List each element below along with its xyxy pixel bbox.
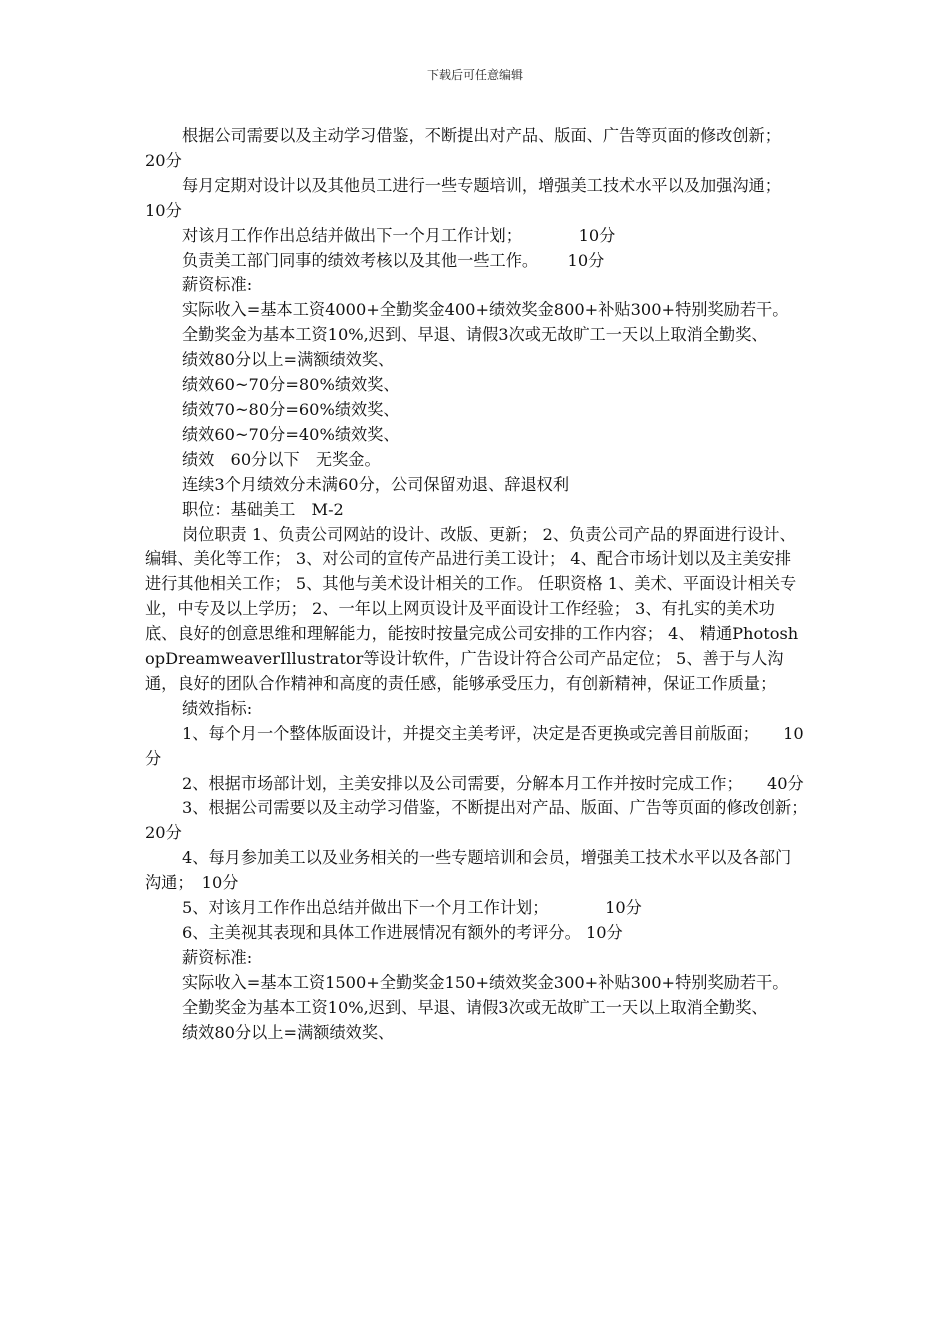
- paragraph: 全勤奖金为基本工资10%,迟到、早退、请假3次或无故旷工一天以上取消全勤奖、: [182, 997, 768, 1017]
- paragraph: 绩效60~70分=40%绩效奖、: [182, 424, 400, 444]
- paragraph: 实际收入=基本工资1500+全勤奖金150+绩效奖金300+补贴300+特别奖励若干。: [182, 972, 789, 992]
- paragraph: 3、根据公司需要以及主动学习借鉴，不断提出对产品、版面、广告等页面的修改创新； 20分: [145, 798, 848, 843]
- paragraph: 连续3个月绩效分未满60分，公司保留劝退、辞退权利: [182, 474, 570, 494]
- paragraph: 绩效 60分以下 无奖金。: [182, 449, 381, 469]
- paragraph: 5、对该月工作作出总结并做出下一个月工作计划； 10分: [182, 898, 642, 918]
- document-body: [145, 124, 848, 1046]
- paragraph: 绩效70~80分=60%绩效奖、: [182, 399, 400, 419]
- paragraph: 实际收入=基本工资4000+全勤奖金400+绩效奖金800+补贴300+特别奖励若干。: [182, 300, 789, 320]
- paragraph: 岗位职责 1、负责公司网站的设计、改版、更新； 2、负责公司产品的界面进行设计、编辑、美化等工作； 3、对公司的宣传产品进行美工设计； 4、配合市场计划以及主美安排进行其他相关工作； 5、其他与美术设计相关的工作。 任职资格 1、美术、平面设计相关专业，中专及以上学历； 2、一年以上网页设计及平面设计工作经验； 3、有扎实的美术功底、良好的创意思维和理解能力，能按时按量完成公司安排的工作内容； 4、 精通PhotoshopDreamweaverIllustrator等设计软件，广告设计符合公司产品定位； 5、善于与人沟通，良好的团队合作精神和高度的责任感，能够承受压力，有创新精神，保证工作质量；: [145, 524, 799, 693]
- paragraph: 绩效80分以上=满额绩效奖、: [182, 350, 395, 370]
- paragraph: 1、每个月一个整体版面设计，并提交主美考评，决定是否更换或完善目前版面； 10分: [145, 723, 804, 768]
- paragraph: 4、每月参加美工以及业务相关的一些专题培训和会员，增强美工技术水平以及各部门沟通； 10分: [145, 848, 792, 893]
- paragraph: 根据公司需要以及主动学习借鉴，不断提出对产品、版面、广告等页面的修改创新； 20分: [145, 126, 822, 170]
- paragraph: 6、主美视其表现和具体工作进展情况有额外的考评分。 10分: [182, 923, 623, 942]
- section-heading: 薪资标准:: [182, 947, 253, 967]
- paragraph: 每月定期对设计以及其他员工进行一些专题培训，增强美工技术水平以及加强沟通； 10分: [145, 175, 822, 220]
- paragraph: 对该月工作作出总结并做出下一个月工作计划； 10分: [182, 225, 616, 245]
- section-heading: 绩效指标:: [182, 698, 253, 718]
- paragraph: 全勤奖金为基本工资10%,迟到、早退、请假3次或无故旷工一天以上取消全勤奖、: [182, 325, 768, 345]
- section-heading: 薪资标准:: [182, 275, 253, 295]
- paragraph: 绩效60~70分=80%绩效奖、: [182, 375, 400, 395]
- paragraph: 负责美工部门同事的绩效考核以及其他一些工作。 10分: [182, 250, 605, 270]
- page-header-note: 下载后可任意编辑: [426, 68, 523, 82]
- position-title: 职位：基础美工 M-2: [182, 499, 344, 519]
- paragraph: 2、根据市场部计划，主美安排以及公司需要，分解本月工作并按时完成工作； 40分: [182, 773, 804, 793]
- paragraph: 绩效80分以上=满额绩效奖、: [182, 1022, 395, 1042]
